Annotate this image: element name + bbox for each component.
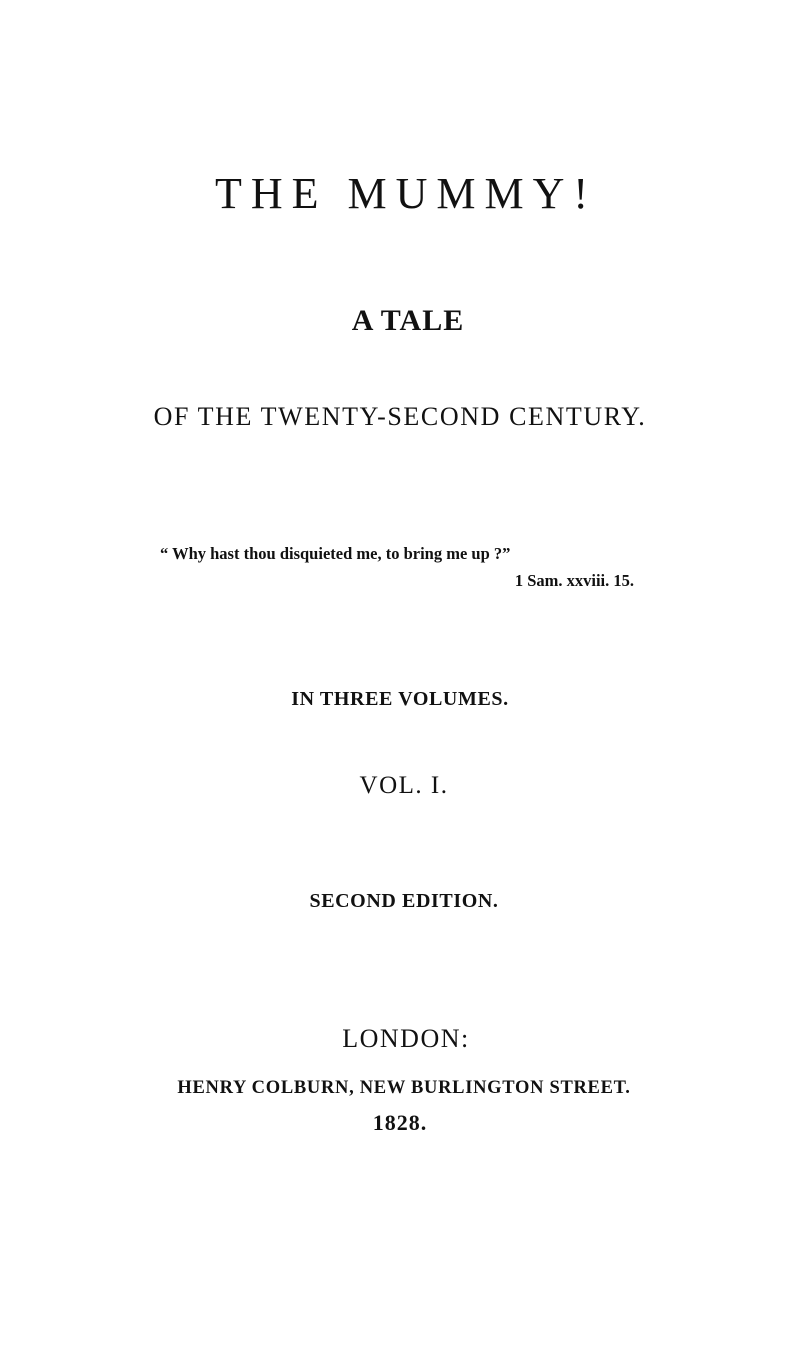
imprint-year: 1828.	[372, 1110, 428, 1135]
epigraph-quote: “ Why hast thou disquieted me, to bring me up ?”	[160, 544, 511, 563]
volume-number: VOL. I.	[359, 772, 449, 799]
imprint-place: LONDON:	[342, 1024, 470, 1053]
volumes-note: IN THREE VOLUMES.	[291, 688, 509, 710]
epigraph-citation: 1 Sam. xxviii. 15.	[514, 571, 634, 590]
subtitle-line-2: OF THE TWENTY-SECOND CENTURY.	[153, 402, 647, 431]
imprint-publisher: HENRY COLBURN, NEW BURLINGTON STREET.	[177, 1078, 631, 1098]
book-title: THE MUMMY!	[214, 169, 598, 218]
epigraph	[160, 540, 640, 594]
subtitle-line-1: A TALE	[351, 304, 465, 337]
edition-note: SECOND EDITION.	[309, 890, 499, 912]
